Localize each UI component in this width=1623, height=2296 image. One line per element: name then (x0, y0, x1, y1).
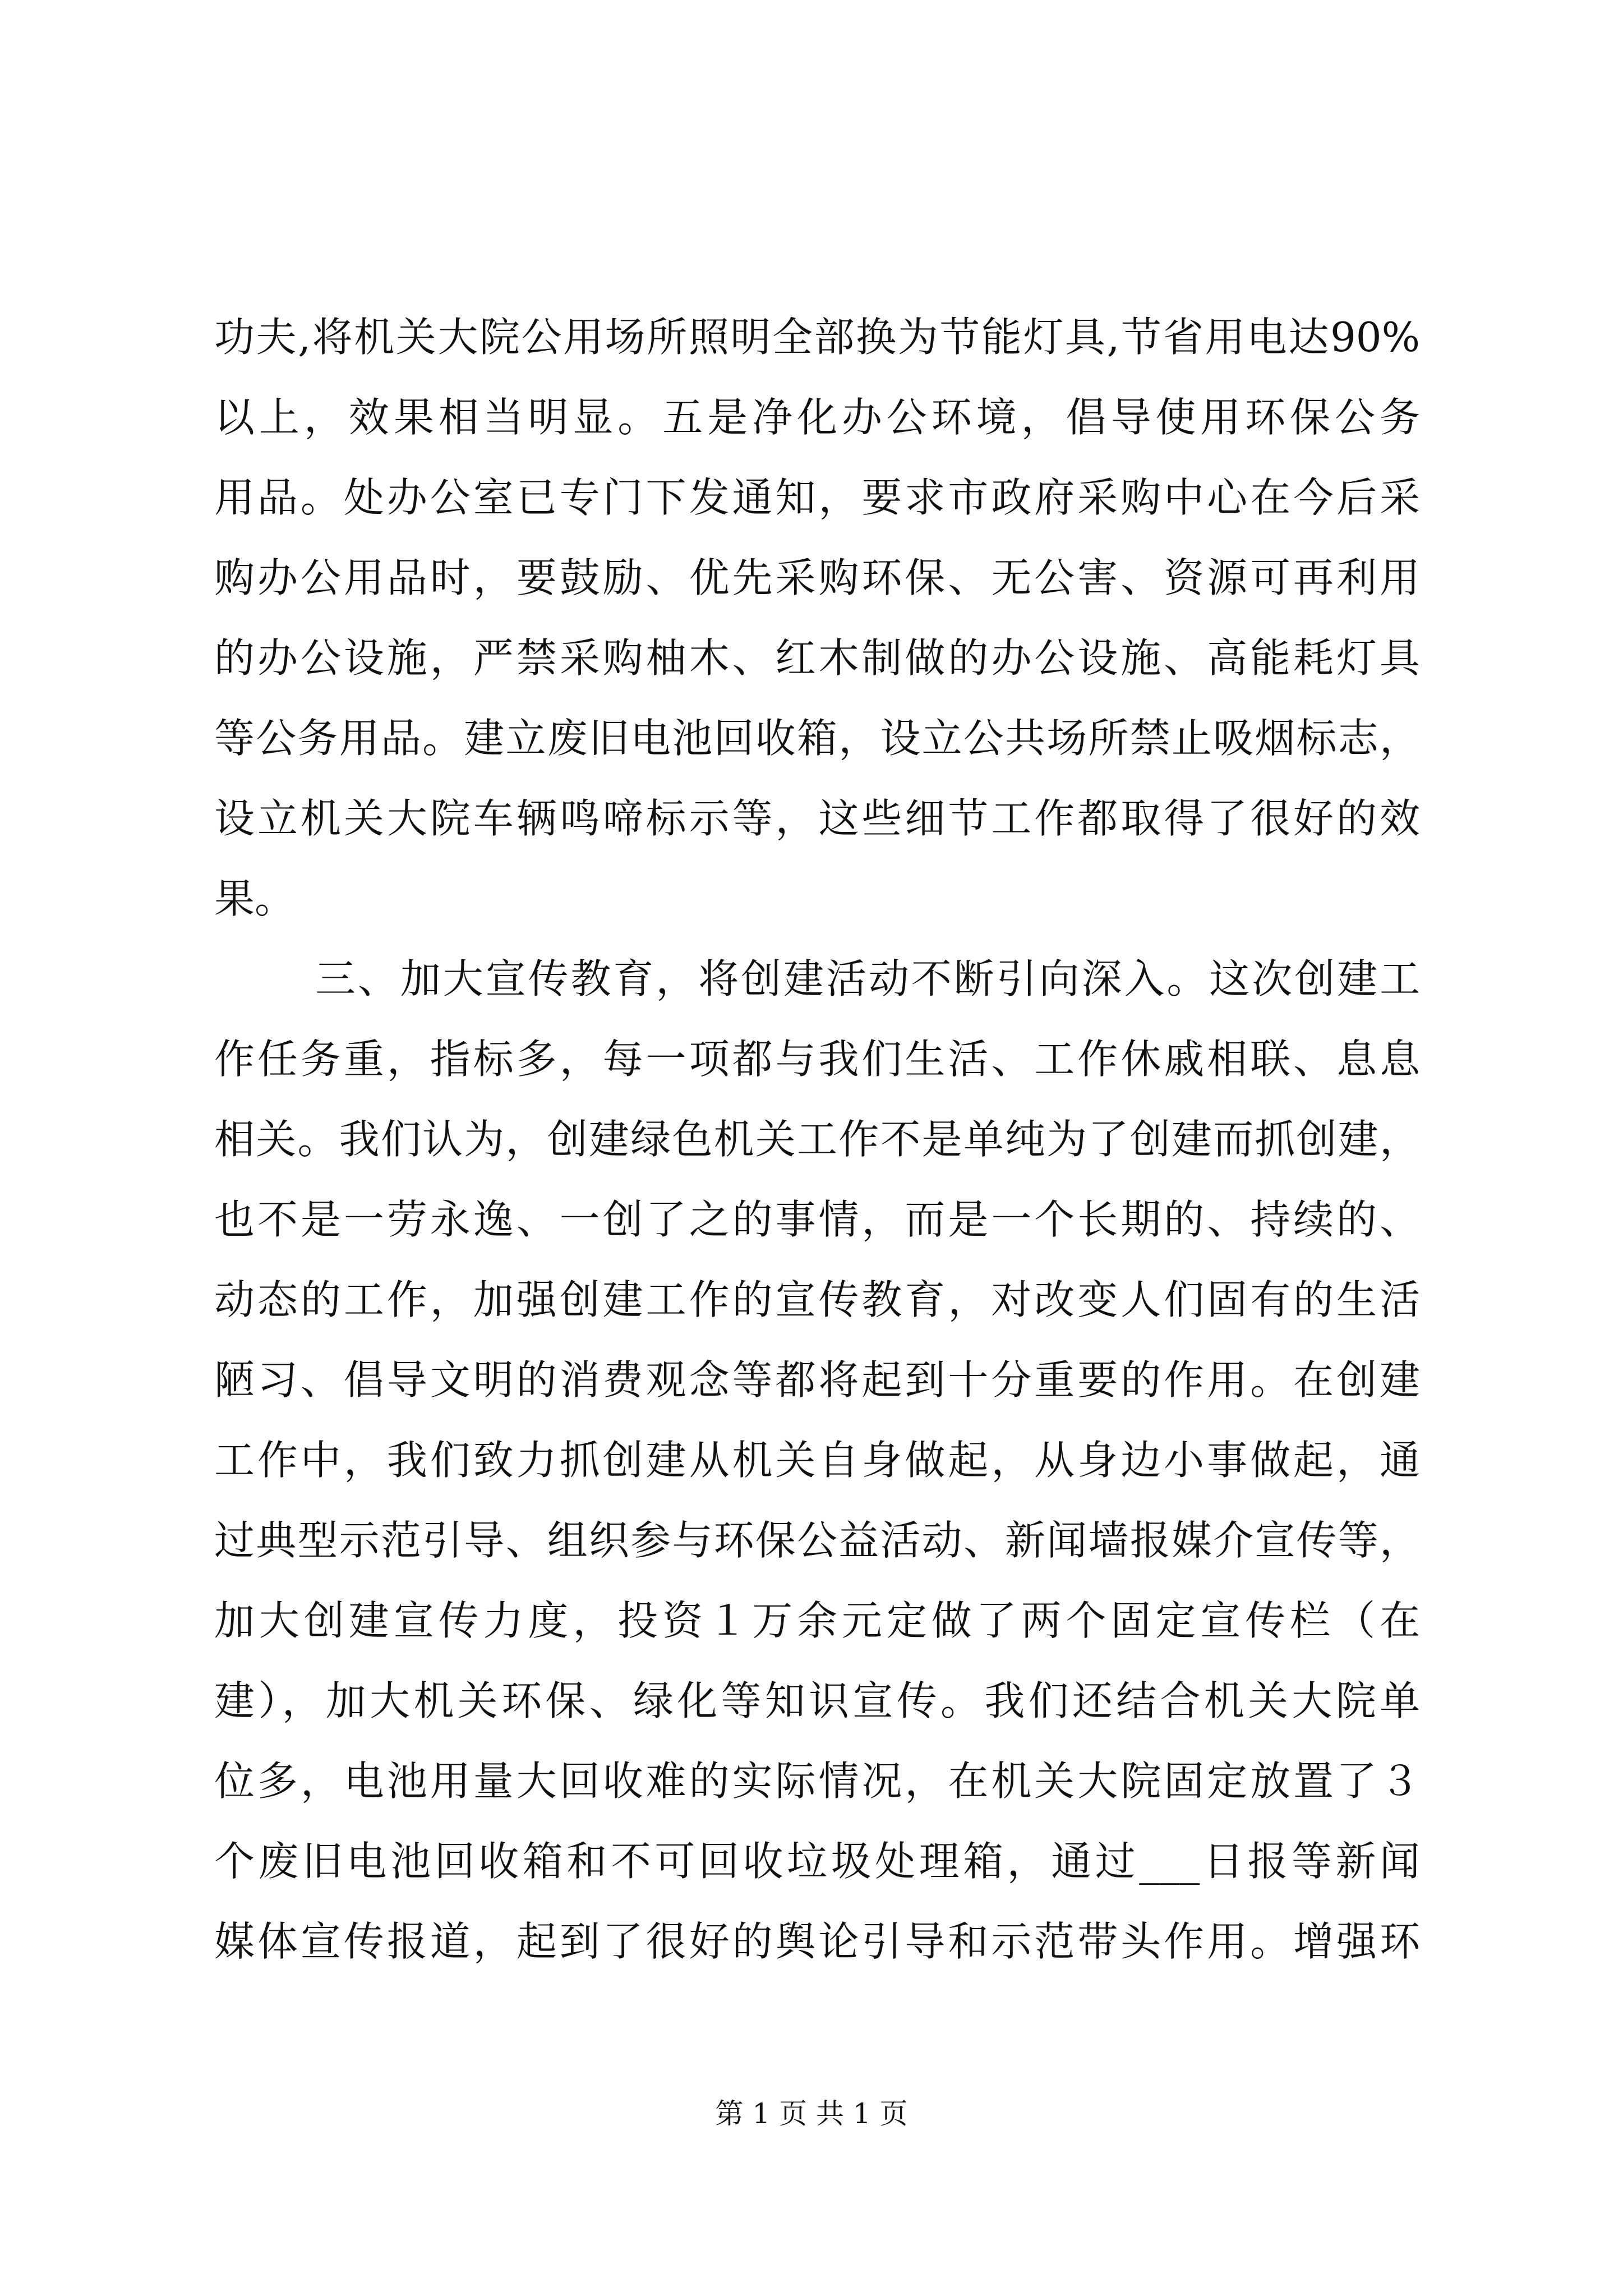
paragraph-line: 购办公用品时，要鼓励、优先采购环保、无公害、资源可再利用 (214, 554, 1420, 601)
paragraph-line: 动态的工作，加强创建工作的宣传教育，对改变人们固有的生活 (214, 1276, 1420, 1323)
paragraph-line: 的办公设施，严禁采购柚木、红木制做的办公设施、高能耗灯具 (214, 634, 1420, 682)
paragraph-line: 相关。我们认为，创建绿色机关工作不是单纯为了创建而抓创建， (214, 1116, 1420, 1163)
document-body (214, 297, 1420, 1982)
paragraph-line: 工作中，我们致力抓创建从机关自身做起，从身边小事做起，通 (214, 1437, 1420, 1484)
paragraph-line: 果。 (214, 875, 296, 922)
paragraph-line: 加大创建宣传力度，投资１万余元定做了两个固定宣传栏（在 (214, 1597, 1420, 1644)
paragraph-line: 也不是一劳永逸、一创了之的事情，而是一个长期的、持续的、 (214, 1196, 1420, 1243)
paragraph-line: 等公务用品。建立废旧电池回收箱，设立公共场所禁止吸烟标志， (214, 715, 1420, 762)
paragraph-line: 作任务重，指标多，每一项都与我们生活、工作休戚相联、息息 (214, 1036, 1420, 1083)
paragraph-line: 位多，电池用量大回收难的实际情况，在机关大院固定放置了３ (214, 1757, 1420, 1805)
page-footer: 第 1 页 共 1 页 (715, 2097, 908, 2130)
paragraph-line: 过典型示范引导、组织参与环保公益活动、新闻墙报媒介宣传等， (214, 1517, 1420, 1564)
paragraph-line: 功夫,将机关大院公用场所照明全部换为节能灯具,节省用电达90% (214, 314, 1420, 361)
paragraph-line: 媒体宣传报道，起到了很好的舆论引导和示范带头作用。增强环 (214, 1918, 1420, 1965)
paragraph-line: 个废旧电池回收箱和不可回收垃圾处理箱，通过___日报等新闻 (214, 1838, 1420, 1885)
paragraph-line: 用品。处办公室已专门下发通知，要求市政府采购中心在今后采 (214, 474, 1420, 521)
paragraph-line: 陋习、倡导文明的消费观念等都将起到十分重要的作用。在创建 (214, 1356, 1420, 1404)
paragraph-first-line: 三、加大宣传教育，将创建活动不断引向深入。这次创建工 (315, 955, 1420, 1002)
paragraph-line: 建），加大机关环保、绿化等知识宣传。我们还结合机关大院单 (214, 1677, 1420, 1724)
paragraph-line: 设立机关大院车辆鸣啼标示等，这些细节工作都取得了很好的效 (214, 795, 1420, 842)
paragraph-line: 以上，效果相当明显。五是净化办公环境，倡导使用环保公务 (214, 394, 1420, 441)
